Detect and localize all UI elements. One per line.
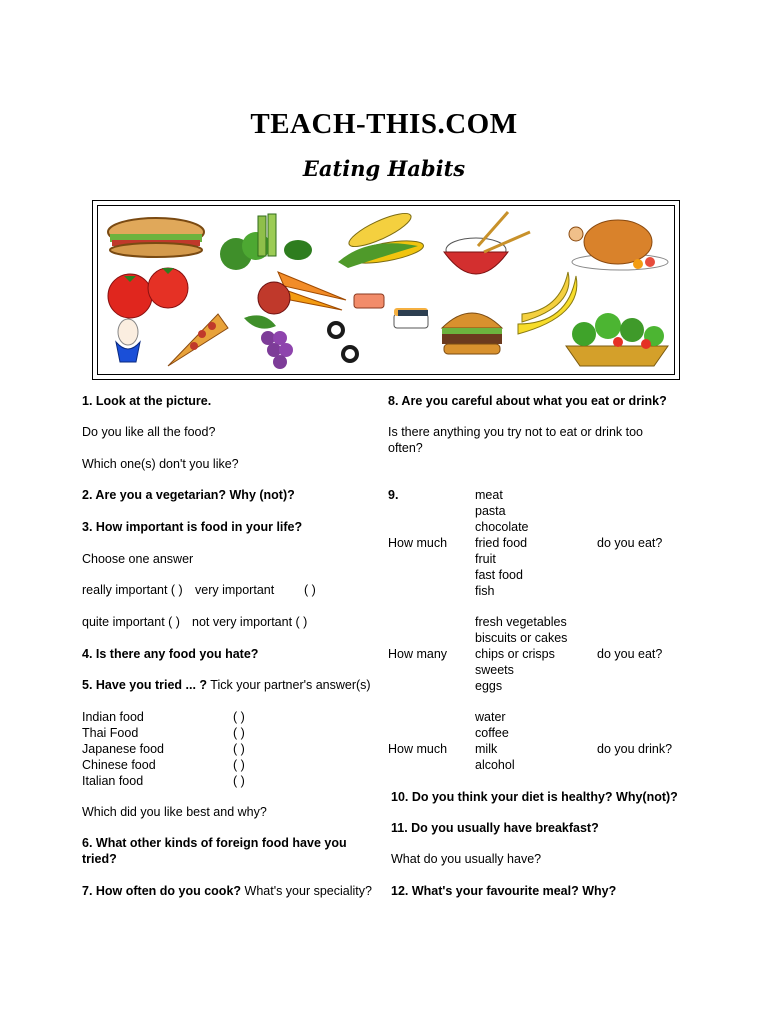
food-item-name: Chinese food [82, 758, 156, 772]
food-item-name: Thai Food [82, 726, 139, 740]
question-7-note: What's your speciality? [244, 884, 372, 898]
q9-item: pasta [475, 504, 506, 518]
question-7 [82, 884, 372, 898]
food-item-checkbox[interactable]: ( ) [233, 726, 245, 740]
egg-icon [116, 319, 140, 362]
rice-bowl-icon [444, 212, 530, 274]
banana-icon [518, 272, 577, 334]
question-8-title: 8. Are you careful about what you eat or drink? [388, 394, 667, 408]
q9-item: fruit [475, 552, 496, 566]
roast-turkey-icon [569, 220, 668, 270]
corn-icon [338, 207, 425, 268]
site-brand: TEACH-THIS.COM [250, 108, 518, 140]
sandwich-icon [108, 218, 204, 257]
food-item-name: Japanese food [82, 742, 165, 756]
tomatoes-icon [108, 268, 188, 318]
question-12-title: 12. What's your favourite meal? Why? [391, 884, 617, 898]
food-item-checkbox[interactable]: ( ) [233, 758, 245, 772]
option-very-important[interactable]: very important [195, 583, 275, 597]
question-6-title-line-2: tried? [82, 852, 117, 866]
sushi-icon [327, 294, 428, 363]
q9-item: biscuits or cakes [475, 631, 568, 645]
burger-icon [442, 313, 502, 354]
question-7-title: 7. How often do you cook? [82, 884, 242, 898]
food-item-checkbox[interactable]: ( ) [233, 710, 245, 724]
grapes-icon [244, 315, 293, 369]
q9-item: fried food [475, 536, 528, 550]
food-item-checkbox[interactable]: ( ) [233, 742, 245, 756]
question-5-followup: Which did you like best and why? [82, 805, 267, 819]
food-item-name: Indian food [82, 710, 144, 724]
q9-item: meat [475, 488, 503, 502]
carrots-icon [258, 272, 346, 314]
q9-item: alcohol [475, 758, 515, 772]
question-5-note: Tick your partner's answer(s) [210, 678, 371, 692]
q9-item: milk [475, 742, 498, 756]
pizza-icon [168, 314, 228, 366]
option-really-important[interactable]: really important ( ) [82, 583, 183, 597]
q9-item: chips or crisps [475, 647, 555, 661]
question-11-title: 11. Do you usually have breakfast? [391, 821, 599, 835]
q9-item: fish [475, 584, 495, 598]
question-5 [82, 678, 371, 692]
q9-group-3-prefix: How much [388, 742, 448, 756]
question-2-title: 2. Are you a vegetarian? Why (not)? [82, 488, 295, 502]
q9-group-2-suffix: do you eat? [597, 647, 663, 661]
question-5-title: 5. Have you tried ... ? [82, 678, 208, 692]
question-3-title: 3. How important is food in your life? [82, 520, 303, 534]
option-not-very-important[interactable]: not very important ( ) [192, 615, 308, 629]
q9-item: eggs [475, 679, 503, 693]
question-11-line-1: What do you usually have? [391, 852, 542, 866]
q9-item: coffee [475, 726, 509, 740]
q9-group-1-prefix: How much [388, 536, 448, 550]
question-1-title: 1. Look at the picture. [82, 394, 212, 408]
q9-group-2-prefix: How many [388, 647, 448, 661]
q9-group-3-suffix: do you drink? [597, 742, 673, 756]
vegetables-icon [220, 214, 312, 270]
question-8-line-1: Is there anything you try not to eat or drink too [388, 425, 644, 439]
question-10-title: 10. Do you think your diet is healthy? Why(not)? [391, 790, 678, 804]
question-9-number: 9. [388, 488, 399, 502]
q9-item: water [475, 710, 506, 724]
q9-item: fast food [475, 568, 523, 582]
question-3-prompt: Choose one answer [82, 552, 194, 566]
question-1-line-1: Do you like all the food? [82, 425, 216, 439]
q9-item: chocolate [475, 520, 529, 534]
option-very-important-box[interactable]: ( ) [304, 583, 316, 597]
question-6-title-line-1: 6. What other kinds of foreign food have you [82, 836, 347, 850]
food-item-checkbox[interactable]: ( ) [233, 774, 245, 788]
question-1-line-2: Which one(s) don't you like? [82, 457, 239, 471]
q9-group-1-suffix: do you eat? [597, 536, 663, 550]
food-picture [92, 200, 680, 380]
worksheet-title: Eating Habits [302, 156, 466, 181]
q9-item: sweets [475, 663, 514, 677]
food-item-name: Italian food [82, 774, 144, 788]
question-8-line-2: often? [388, 441, 423, 455]
option-quite-important[interactable]: quite important ( ) [82, 615, 180, 629]
q9-item: fresh vegetables [475, 615, 567, 629]
question-4-title: 4. Is there any food you hate? [82, 647, 259, 661]
salad-icon [566, 313, 668, 366]
